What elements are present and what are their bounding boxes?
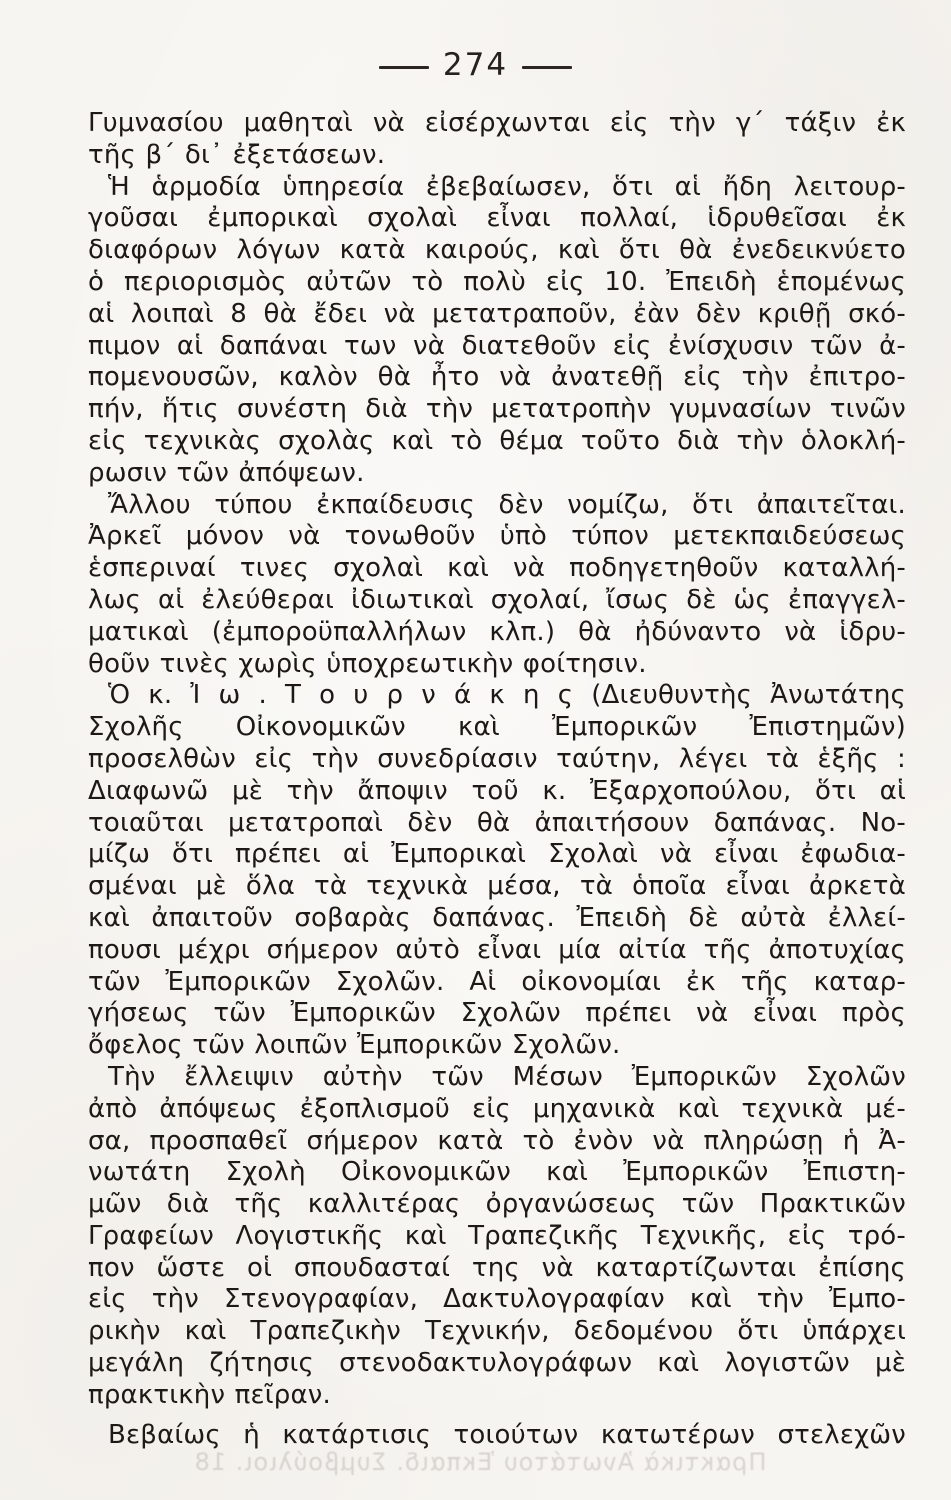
text-line: διαφόρων λόγων κατὰ καιρούς, καὶ ὅτι θὰ ἐνεδεικνύετο [88,235,906,266]
text-line: τῶν Ἐμπορικῶν Σχολῶν. Αἱ οἰκονομίαι ἐκ τῆς καταρ- [88,966,906,997]
text-line: εἰς τεχνικὰς σχολὰς καὶ τὸ θέμα τοῦτο διὰ τὴν ὁλοκλή- [88,425,906,456]
text-line: πρακτικὴν πεῖραν. [88,1379,331,1410]
text-line: μεγάλη ζήτησις στενοδακτυλογράφων καὶ λογιστῶν μὲ [88,1348,906,1379]
text-line: πομενουσῶν, καλὸν θὰ ἦτο νὰ ἀνατεθῇ εἰς τὴν ἐπιτρο- [88,362,906,393]
text-line: πουσι μέχρι σήμερον αὐτὸ εἶναι μία αἰτία τῆς ἀποτυχίας [88,934,906,965]
text-line: ἑσπεριναί τινες σχολαὶ καὶ νὰ ποδηγετηθοῦν καταλλή- [88,553,906,584]
text-line: γήσεως τῶν Ἐμπορικῶν Σχολῶν πρέπει νὰ εἶναι πρὸς [88,998,906,1029]
header-rule-left [379,66,429,69]
text-line: καὶ ἀπαιτοῦν σοβαρὰς δαπάνας. Ἐπειδὴ δὲ αὐτὰ ἐλλεί- [88,902,906,933]
text-line: προσελθὼν εἰς τὴν συνεδρίασιν ταύτην, λέγει τὰ ἑξῆς : [88,743,906,774]
text-line: Σχολῆς Οἰκονομικῶν καὶ Ἐμπορικῶν Ἐπιστημῶν) [88,712,906,743]
text-line: μῶν διὰ τῆς καλλιτέρας ὀργανώσεως τῶν Πρακτικῶν [88,1189,906,1220]
bleed-through-line: Πρακτικὰ Ἀνωτάτου Ἐκπαιδ. Συμβούλιοι. 18 [193,1448,767,1476]
text-line: πιμον αἱ δαπάναι των νὰ διατεθοῦν εἰς ἐνίσχυσιν τῶν ἀ- [88,330,906,361]
text-line: τοιαῦται μετατροπαὶ δὲν θὰ ἀπαιτήσουν δαπάνας. Νο- [88,807,906,838]
text-line: σμέναι μὲ ὅλα τὰ τεχνικὰ μέσα, τὰ ὁποῖα εἶναι ἀρκετὰ [88,871,906,902]
text-line: πον ὥστε οἱ σπουδασταί της νὰ καταρτίζωνται ἐπίσης [88,1252,906,1283]
text-line: Ἄλλου τύπου ἐκπαίδευσις δὲν νομίζω, ὅτι ἀπαιτεῖται. [108,489,906,520]
text-line: ρωσιν τῶν ἀπόψεων. [88,457,365,488]
text-block [88,108,906,1451]
text-line: Τὴν ἔλλειψιν αὐτὴν τῶν Μέσων Ἐμπορικῶν Σχολῶν [108,1061,906,1092]
text-line: αἱ λοιπαὶ 8 θὰ ἔδει νὰ μετατραποῦν, ἐὰν δὲν κριθῇ σκό- [88,298,906,329]
text-line: Διαφωνῶ μὲ τὴν ἄποψιν τοῦ κ. Ἐξαρχοπούλου, ὅτι αἱ [88,775,906,806]
text-line: Γραφείων Λογιστικῆς καὶ Τραπεζικῆς Τεχνικῆς, εἰς τρό- [88,1220,906,1251]
text-line: ὁ περιορισμὸς αὐτῶν τὸ πολὺ εἰς 10. Ἐπειδὴ ἑπομένως [88,266,906,297]
text-line: νωτάτη Σχολὴ Οἰκονομικῶν καὶ Ἐμπορικῶν Ἐπιστη- [88,1157,906,1188]
text-line: πήν, ἥτις συνέστη διὰ τὴν μετατροπὴν γυμνασίων τινῶν [88,394,906,425]
text-line: εἰς τὴν Στενογραφίαν, Δακτυλογραφίαν καὶ τὴν Ἐμπο- [88,1284,906,1315]
text-line: τῆς β΄ δι᾽ ἐξετάσεων. [88,139,386,170]
text-line: Ἀρκεῖ μόνον νὰ τονωθοῦν ὑπὸ τύπον μετεκπαιδεύσεως [88,521,906,552]
text-line: ὄφελος τῶν λοιπῶν Ἐμπορικῶν Σχολῶν. [88,1030,621,1061]
header-rule-right [522,66,572,69]
text-line: ἀπὸ ἀπόψεως ἐξοπλισμοῦ εἰς μηχανικὰ καὶ τεχνικὰ μέ- [88,1093,906,1124]
page-number: 274 [442,47,509,83]
text-line: ρικὴν καὶ Τραπεζικὴν Τεχνικήν, δεδομένου ὅτι ὑπάρχει [88,1316,906,1347]
page-number-header [0,47,951,85]
text-line: σα, προσπαθεῖ σήμερον κατὰ τὸ ἐνὸν νὰ πληρώσῃ ἡ Ἀ- [88,1125,906,1156]
text-line: ματικαὶ (ἐμποροϋπαλλήλων κλπ.) θὰ ἠδύναντο νὰ ἱδρυ- [88,616,906,647]
text-line: Ὁ κ. Ἰ ω . Τ ο υ ρ ν ά κ η ς (Διευθυντὴς Ἀνωτάτης [108,680,906,711]
text-line: λως αἱ ἐλεύθεραι ἰδιωτικαὶ σχολαί, ἴσως δὲ ὡς ἐπαγγελ- [88,584,906,615]
text-line: γοῦσαι ἐμπορικαὶ σχολαὶ εἶναι πολλαί, ἱδρυθεῖσαι ἐκ [88,203,906,234]
text-line: Βεβαίως ἡ κατάρτισις τοιούτων κατωτέρων στελεχῶν [108,1419,906,1450]
text-line: μίζω ὅτι πρέπει αἱ Ἐμπορικαὶ Σχολαὶ νὰ εἶναι ἐφωδια- [88,839,906,870]
text-line: θοῦν τινὲς χωρὶς ὑποχρεωτικὴν φοίτησιν. [88,648,647,679]
text-line: Γυμνασίου μαθηταὶ νὰ εἰσέρχωνται εἰς τὴν γ΄ τάξιν ἐκ [88,108,906,138]
text-line: Ἡ ἁρμοδία ὑπηρεσία ἐβεβαίωσεν, ὅτι αἱ ἤδη λειτουρ- [108,171,906,202]
